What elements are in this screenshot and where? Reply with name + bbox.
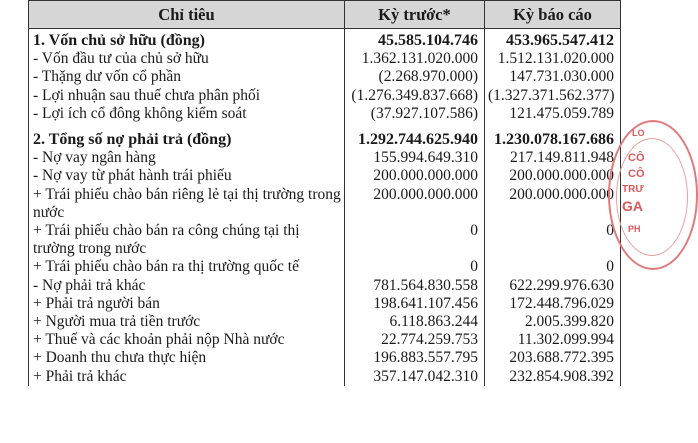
table-row xyxy=(29,167,621,185)
row-curr-value: 0 xyxy=(485,222,621,258)
row-prev-value: 357.147.042.310 xyxy=(345,368,485,386)
table-row xyxy=(29,105,621,123)
row-label: - Vốn đầu tư của chủ sở hữu xyxy=(29,50,345,68)
row-label: 1. Vốn chủ sở hữu (đồng) xyxy=(29,29,345,51)
row-curr-value: 1.512.131.020.000 xyxy=(485,50,621,68)
row-label: - Nợ vay ngân hàng xyxy=(29,149,345,167)
row-label: 2. Tổng số nợ phải trả (đồng) xyxy=(29,131,345,149)
row-prev-value: 0 xyxy=(345,222,485,258)
row-curr-value: 121.475.059.789 xyxy=(485,105,621,123)
stamp-text: CÔ xyxy=(628,152,645,164)
table-row xyxy=(29,349,621,367)
stamp-text: GA xyxy=(622,198,643,214)
row-prev-value: 196.883.557.795 xyxy=(345,349,485,367)
row-prev-value: 6.118.863.244 xyxy=(345,313,485,331)
row-prev-value: (37.927.107.586) xyxy=(345,105,485,123)
row-prev-value: 1.292.744.625.940 xyxy=(345,131,485,149)
row-curr-value: 2.005.399.820 xyxy=(485,313,621,331)
row-prev-value: 45.585.104.746 xyxy=(345,29,485,51)
table-row xyxy=(29,331,621,349)
row-prev-value: 200.000.000.000 xyxy=(345,167,485,185)
row-curr-value: 147.731.030.000 xyxy=(485,68,621,86)
table-row xyxy=(29,149,621,167)
row-curr-value: 232.854.908.392 xyxy=(485,368,621,386)
row-curr-value: 11.302.099.994 xyxy=(485,331,621,349)
row-label: - Lợi nhuận sau thuế chưa phân phối xyxy=(29,87,345,105)
table-row xyxy=(29,277,621,295)
row-label: + Doanh thu chưa thực hiện xyxy=(29,349,345,367)
row-curr-value: (1.327.371.562.377) xyxy=(485,87,621,105)
header-indicator: Chỉ tiêu xyxy=(29,1,345,29)
row-label: + Thuế và các khoản phải nộp Nhà nước xyxy=(29,331,345,349)
row-prev-value: 198.641.107.456 xyxy=(345,295,485,313)
stamp-text: LO xyxy=(632,128,645,138)
row-curr-value: 172.448.796.029 xyxy=(485,295,621,313)
row-curr-value: 203.688.772.395 xyxy=(485,349,621,367)
table-header-row xyxy=(29,1,621,29)
table-row xyxy=(29,29,621,51)
table-row xyxy=(29,50,621,68)
row-label: - Nợ vay từ phát hành trái phiếu xyxy=(29,167,345,185)
financial-table-page xyxy=(28,0,620,443)
row-prev-value: 200.000.000.000 xyxy=(345,186,485,222)
row-label: - Lợi ích cổ đông không kiểm soát xyxy=(29,105,345,123)
stamp-text: CÔ xyxy=(628,168,645,180)
row-prev-value: (1.276.349.837.668) xyxy=(345,87,485,105)
row-label: + Phải trả người bán xyxy=(29,295,345,313)
table-row xyxy=(29,131,621,149)
table-row xyxy=(29,313,621,331)
row-curr-value: 622.299.976.630 xyxy=(485,277,621,295)
financial-table xyxy=(28,0,621,386)
row-spacer xyxy=(29,123,621,131)
header-reporting-period: Kỳ báo cáo xyxy=(485,1,621,29)
row-curr-value: 0 xyxy=(485,258,621,276)
row-label: - Thặng dư vốn cổ phần xyxy=(29,68,345,86)
row-prev-value: (2.268.970.000) xyxy=(345,68,485,86)
table-row xyxy=(29,68,621,86)
row-curr-value: 1.230.078.167.686 xyxy=(485,131,621,149)
table-row xyxy=(29,368,621,386)
row-prev-value: 781.564.830.558 xyxy=(345,277,485,295)
row-prev-value: 22.774.259.753 xyxy=(345,331,485,349)
row-prev-value: 1.362.131.020.000 xyxy=(345,50,485,68)
header-previous-period: Kỳ trước* xyxy=(345,1,485,29)
table-row xyxy=(29,295,621,313)
row-label: + Trái phiếu chào bán ra công chúng tại thị trường trong nước xyxy=(29,222,345,258)
stamp-text: PH xyxy=(628,224,641,234)
seal-inner-ring xyxy=(616,138,688,256)
table-row xyxy=(29,222,621,258)
row-label: - Nợ phải trả khác xyxy=(29,277,345,295)
row-curr-value: 453.965.547.412 xyxy=(485,29,621,51)
row-curr-value: 200.000.000.000 xyxy=(485,167,621,185)
row-prev-value: 0 xyxy=(345,258,485,276)
row-label: + Người mua trả tiền trước xyxy=(29,313,345,331)
row-prev-value: 155.994.649.310 xyxy=(345,149,485,167)
row-curr-value: 217.149.811.948 xyxy=(485,149,621,167)
row-label: + Phải trả khác xyxy=(29,368,345,386)
stamp-text: TRƯ xyxy=(622,184,644,195)
row-label: + Trái phiếu chào bán ra thị trường quốc tế xyxy=(29,258,345,276)
table-row xyxy=(29,87,621,105)
row-curr-value: 200.000.000.000 xyxy=(485,186,621,222)
table-row xyxy=(29,186,621,222)
table-row xyxy=(29,258,621,276)
row-label: + Trái phiếu chào bán riêng lẻ tại thị trường trong nước xyxy=(29,186,345,222)
